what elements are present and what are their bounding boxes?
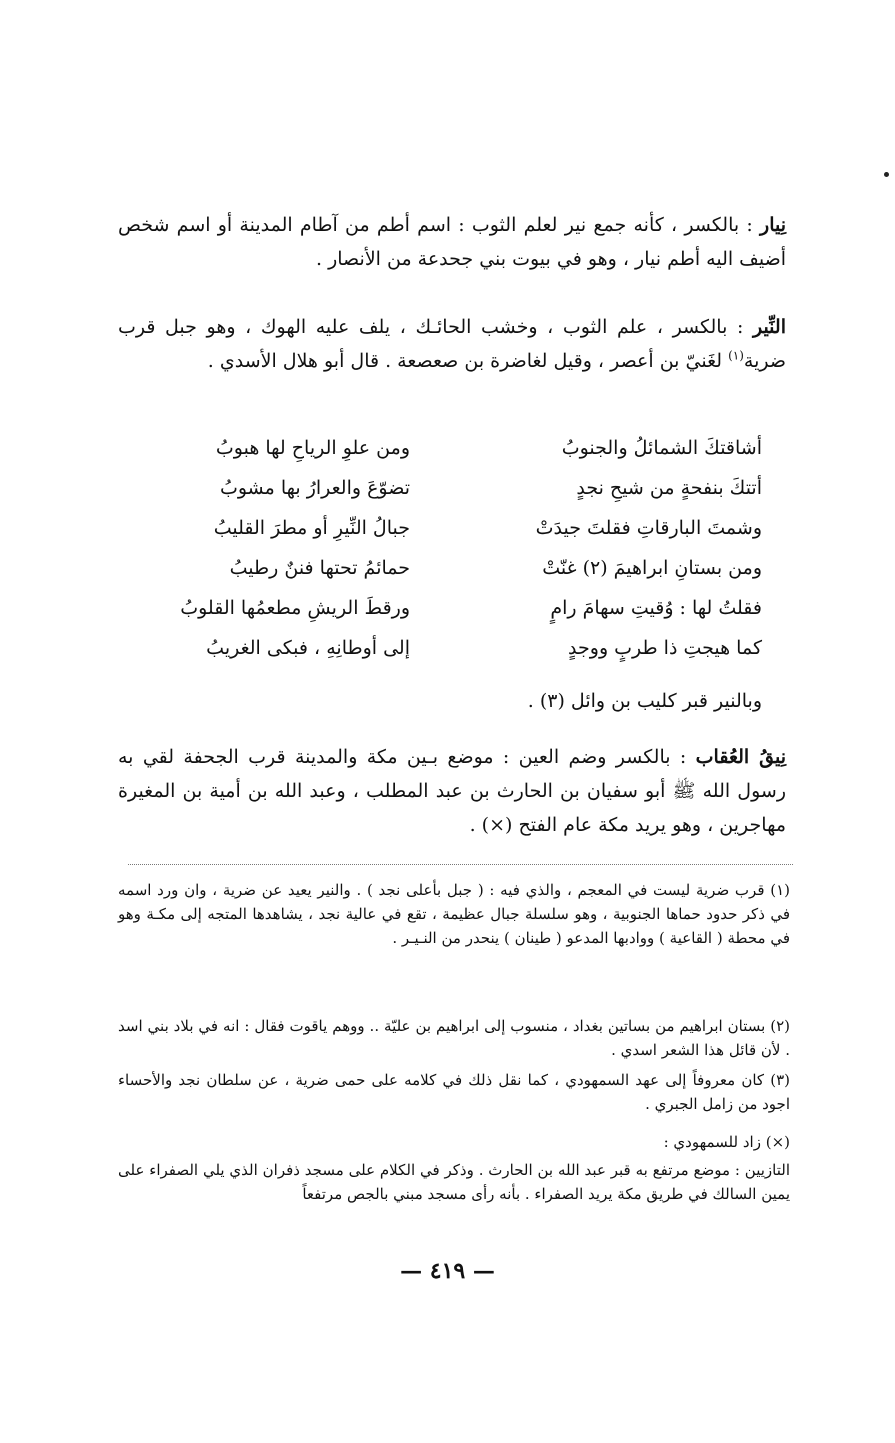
entry-niq-al-uqab — [118, 740, 786, 842]
entry-al-nir — [118, 310, 786, 378]
hemistich-second: ومن علوِ الرياحِ لها هبوبُ — [215, 437, 410, 459]
footnote-marker: (١) — [728, 348, 744, 363]
poem-verse — [150, 588, 762, 628]
headword: النِّير — [752, 316, 786, 338]
hemistich-first: أتتكَ بنفحةٍ من شيحِ نجدٍ — [576, 477, 762, 499]
poem-verse — [150, 548, 762, 588]
hemistich-first: فقلتُ لها : وُقيتِ سهامَ رامٍ — [550, 597, 762, 619]
hemistich-first: أشاقتكَ الشمائلُ والجنوبُ — [561, 437, 762, 459]
hemistich-second: تضوّعَ والعرارُ بها مشوبُ — [219, 477, 410, 499]
hemistich-second: جبالُ النِّيرِ أو مطرَ القليبُ — [213, 517, 410, 539]
headword: نِيقُ العُقاب — [695, 746, 786, 768]
poem — [150, 428, 762, 668]
entry-text: لغَنيّ بن أعصر ، وقيل لغاضرة بن صعصعة . قال أبو هلال الأسدي . — [207, 350, 723, 372]
page-number: — ٤١٩ — — [400, 1258, 495, 1284]
poem-closing: وبالنير قبر كليب بن وائل (٣) . — [527, 690, 762, 712]
entry-text: : بالكسر ، كأنه جمع نير لعلم الثوب : اسم أطم من آطام المدينة أو اسم شخص أضيف اليه أطم نيار ، وهو في بيوت بني جحدعة من الأنصار . — [118, 214, 786, 270]
hemistich-first: ومن بستانِ ابراهيمَ (٢) غنّتْ — [542, 557, 762, 579]
hemistich-first: كما هيجتِ ذا طربٍ ووجدٍ — [568, 637, 762, 659]
hemistich-second: ورقطَ الريشِ مطعمُها القلوبُ — [180, 597, 410, 619]
footnote-separator — [128, 864, 793, 865]
entry-text: : بالكسر وضم العين : موضع بـين مكة والمدينة قرب الجحفة لقي به رسول الله ﷺ أبو سفيان بن الحارث بن عبد المطلب ، وعبد الله بن أمية بن المغيرة مهاجرين ، وهو يريد مكة عام الفتح (×) . — [118, 746, 786, 836]
footnote-x-text: التازيين : موضع مرتفع به قبر عبد الله بن الحارث . وذكر في الكلام على مسجد ذفران الذي يلي الصفراء على يمين السالك في طريق مكة يريد الصفراء . بأنه رأى مسجد مبني بالجص مرتفعاً — [118, 1161, 790, 1203]
margin-dot — [884, 172, 889, 177]
hemistich-second: حمائمُ تحتها فننٌ رطيبُ — [229, 557, 410, 579]
entry-text: : بالكسر ، علم الثوب ، وخشب الحائـك ، يلف عليه الهوك ، وهو جبل قرب ضرية — [118, 316, 786, 372]
footnote-1: (١) قرب ضرية ليست في المعجم ، والذي فيه : ( جبل بأعلى نجد ) . والنير يعيد عن ضرية ، وان ورد اسمه في ذكر حدود حماها الجنوبية ، وهو سلسلة جبال عظيمة ، تقع في عالية نجد ، يشاهدها المتجه إلى مكـة وهو في محطة ( القاعية ) ووادبها المدعو ( طينان ) ينحدر من النـيـر . — [118, 881, 790, 947]
entry-niyar — [118, 208, 786, 276]
footnote-x: (×) زاد للسمهودي : — [663, 1133, 790, 1151]
poem-verse — [150, 428, 762, 468]
headword: نِيار — [760, 214, 787, 236]
hemistich-first: وشمتَ البارقاتِ فقلتَ جيدَتْ — [535, 517, 762, 539]
poem-verse — [150, 628, 762, 668]
poem-verse — [150, 508, 762, 548]
poem-verse — [150, 468, 762, 508]
hemistich-second: إلى أوطانِهِ ، فبكى الغريبُ — [206, 637, 410, 659]
footnote-2: (٢) بستان ابراهيم من بساتين بغداد ، منسوب إلى ابراهيم بن عليّة .. ووهم ياقوت فقال : انه في بلاد بني اسد . لأن قائل هذا الشعر اسدي . — [118, 1017, 790, 1059]
footnote-3: (٣) كان معروفاً إلى عهد السمهودي ، كما نقل ذلك في كلامه على حمى ضرية ، عن سلطان نجد والأحساء اجود من زامل الجبري . — [118, 1071, 790, 1113]
